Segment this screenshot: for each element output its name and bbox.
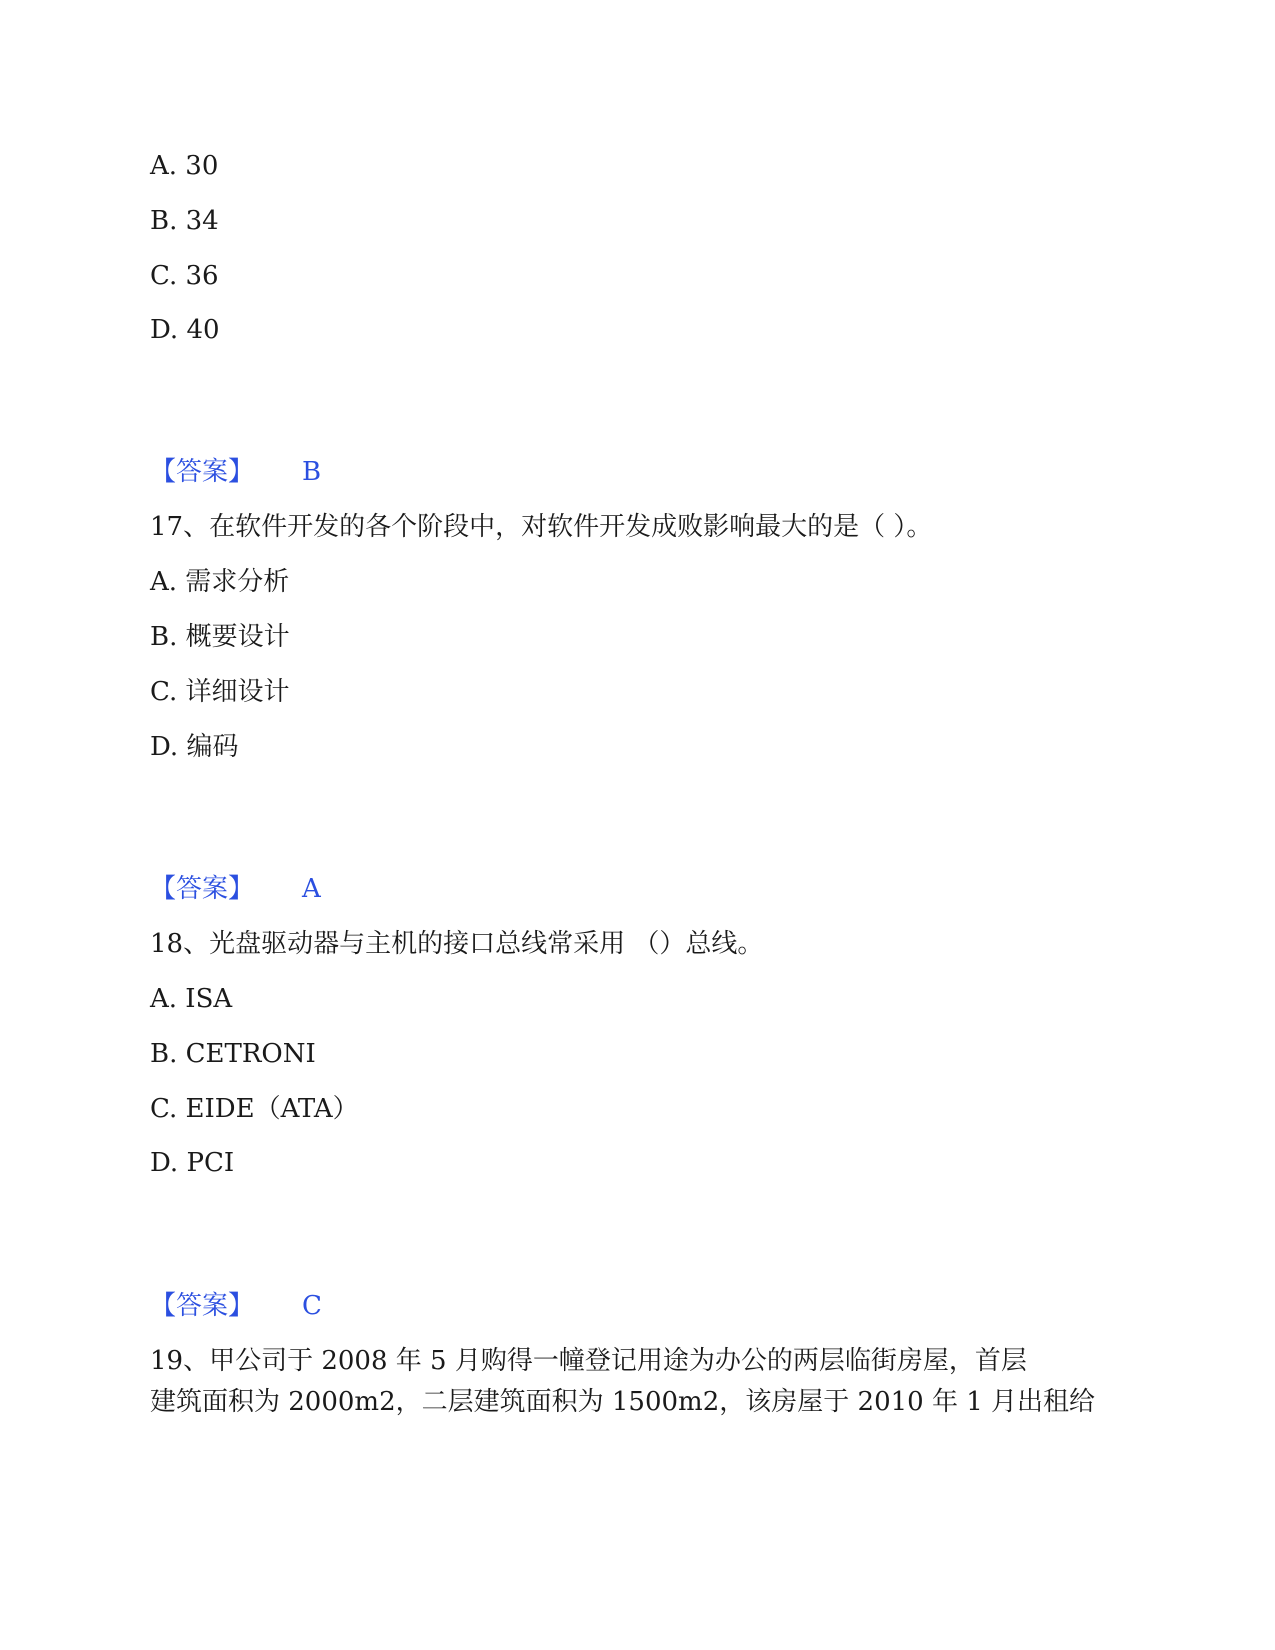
q17-answer-value: A (302, 874, 321, 904)
q18-option-b: B. CETRONI (150, 1039, 316, 1069)
q17-answer-row (150, 873, 321, 905)
q16-answer-value: B (302, 457, 322, 487)
q18-answer-value: C (302, 1291, 322, 1321)
q17-option-a: A. 需求分析 (150, 567, 290, 597)
q19-question-line-1: 19、甲公司于 2008 年 5 月购得一幢登记用途为办公的两层临街房屋，首层 (150, 1346, 1027, 1376)
q16-option-b: B. 34 (150, 206, 219, 236)
q17-question: 17、在软件开发的各个阶段中，对软件开发成败影响最大的是（ ）。 (150, 512, 933, 542)
q17-option-c: C. 详细设计 (150, 677, 290, 707)
q18-question: 18、光盘驱动器与主机的接口总线常采用 （）总线。 (150, 929, 764, 959)
q16-option-d: D. 40 (150, 315, 220, 345)
q16-option-a: A. 30 (150, 151, 219, 181)
q18-option-d: D. PCI (150, 1148, 235, 1178)
q18-option-c: C. EIDE（ATA） (150, 1094, 359, 1124)
q18-answer-row (150, 1290, 322, 1322)
q16-answer-label: 【答案】 (150, 457, 255, 487)
q16-answer-row (150, 456, 321, 488)
q17-option-d: D. 编码 (150, 732, 239, 762)
q18-option-a: A. ISA (150, 984, 233, 1014)
q18-answer-label: 【答案】 (150, 1291, 255, 1321)
q17-option-b: B. 概要设计 (150, 622, 290, 652)
q16-option-c: C. 36 (150, 261, 219, 291)
q19-question-line-2: 建筑面积为 2000m2，二层建筑面积为 1500m2，该房屋于 2010 年 1 月出租给 (150, 1387, 1096, 1417)
q17-answer-label: 【答案】 (150, 874, 255, 904)
